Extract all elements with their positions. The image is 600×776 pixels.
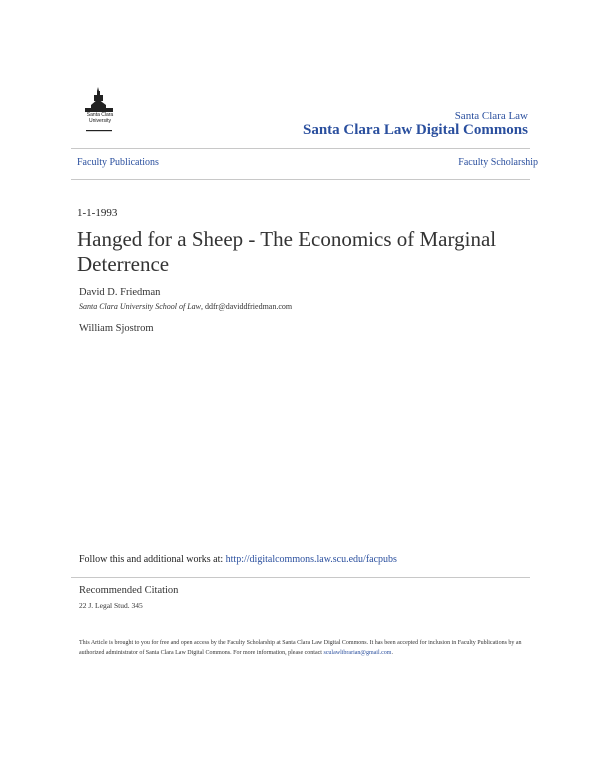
- notice-end: .: [391, 650, 393, 656]
- divider: [71, 577, 530, 578]
- follow-line: [79, 554, 397, 565]
- nav-link-faculty-publications[interactable]: Faculty Publications: [77, 157, 159, 168]
- divider: [71, 148, 530, 149]
- recommended-citation-heading: Recommended Citation: [79, 585, 179, 596]
- author-name: David D. Friedman: [79, 287, 161, 298]
- affiliation-email: , ddfr@daviddfriedman.com: [201, 302, 293, 311]
- publication-date: 1-1-1993: [77, 207, 118, 219]
- santa-clara-university-logo-icon: [82, 86, 116, 134]
- affiliation-institution: Santa Clara University School of Law: [79, 302, 201, 311]
- brand-small[interactable]: Santa Clara Law: [454, 110, 528, 122]
- divider: [71, 179, 530, 180]
- author-affiliation: [79, 302, 292, 311]
- author-name: William Sjostrom: [79, 323, 154, 334]
- logo-text: Santa Clara University: [86, 112, 114, 124]
- recommended-citation-value: 22 J. Legal Stud. 345: [79, 601, 143, 610]
- notice-text: This Article is brought to you for free and open access by the Faculty Scholarship at Santa Clara Law Digital Commons. It has been accepted for inclusion in Faculty Publications by an authorized administrator of Santa Clara Law Digital Commons. For more information, please contact: [79, 640, 522, 656]
- nav-link-faculty-scholarship[interactable]: Faculty Scholarship: [458, 157, 538, 168]
- contact-email-link[interactable]: sculawlibrarian@gmail.com: [323, 650, 392, 656]
- access-notice: [79, 638, 529, 658]
- brand-title[interactable]: Santa Clara Law Digital Commons: [302, 122, 528, 138]
- article-title: Hanged for a Sheep - The Economics of Marginal Deterrence: [77, 227, 497, 276]
- follow-link[interactable]: http://digitalcommons.law.scu.edu/facpubs: [225, 554, 397, 565]
- follow-text: Follow this and additional works at:: [79, 554, 226, 565]
